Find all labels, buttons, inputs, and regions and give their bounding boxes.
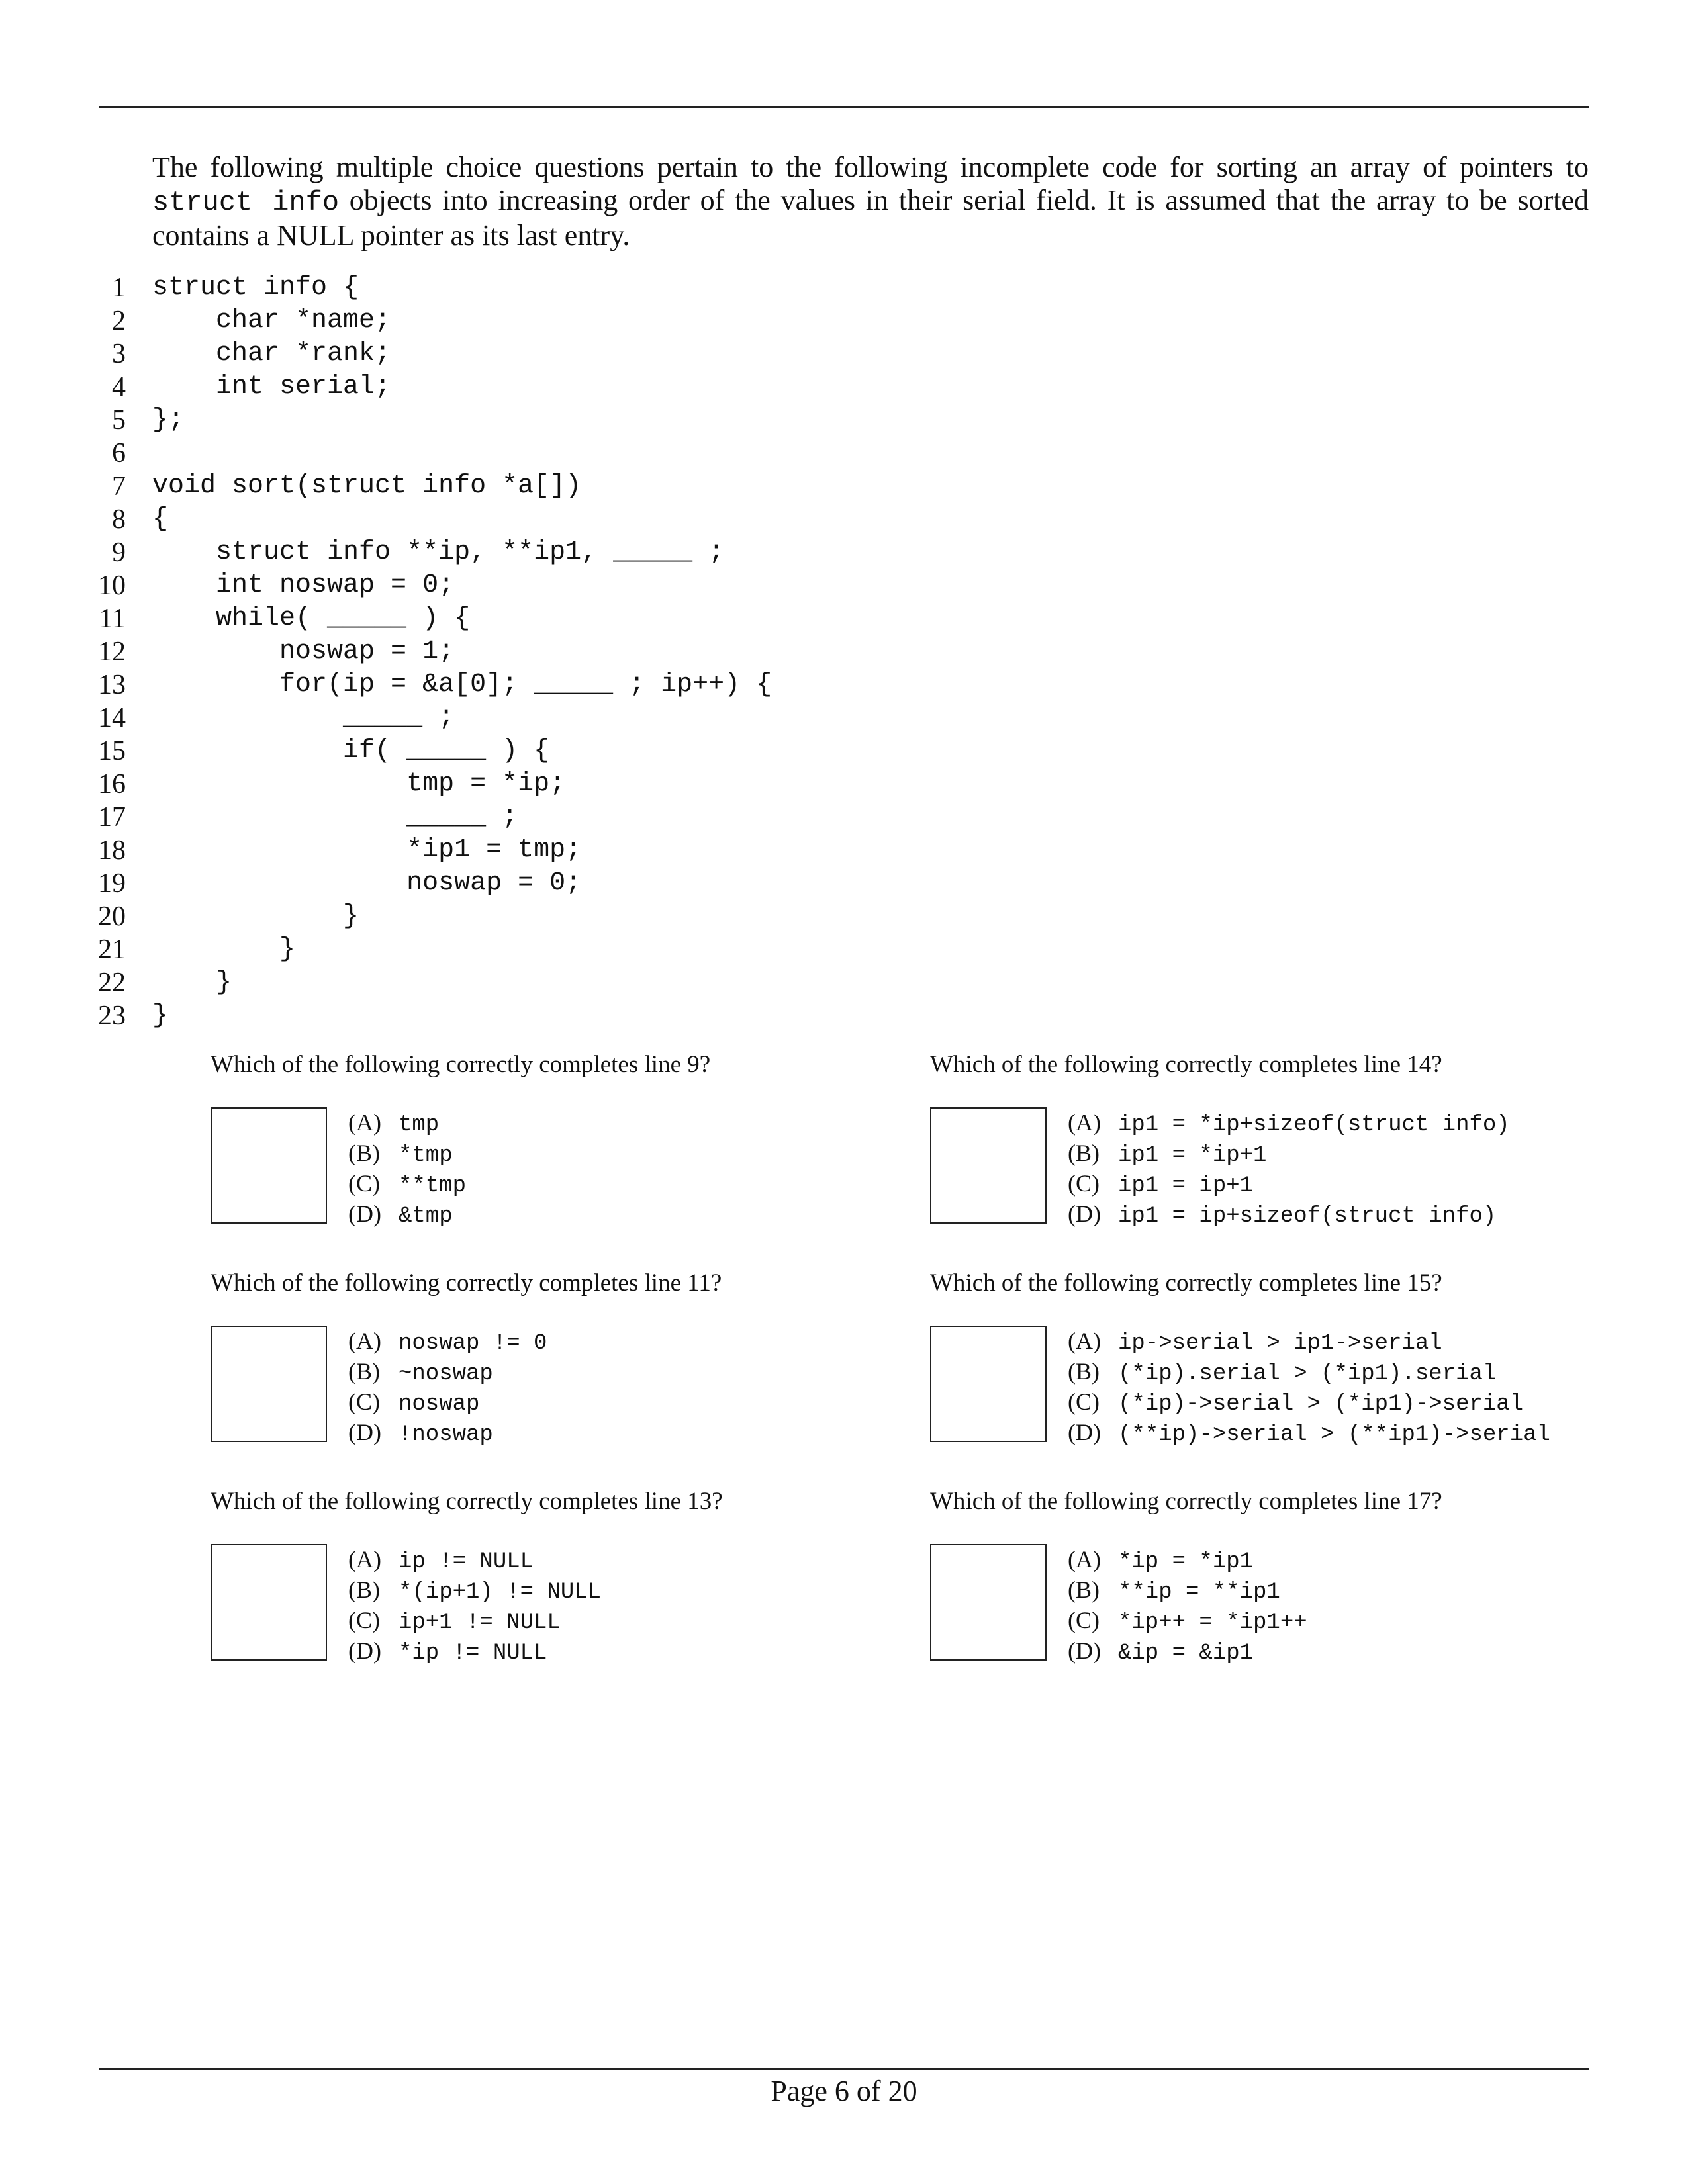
answer-box[interactable]	[930, 1326, 1047, 1442]
header-rule	[99, 106, 1589, 108]
line-number: 9	[112, 537, 126, 568]
option-letter: (D)	[1068, 1419, 1101, 1445]
line-number: 20	[98, 901, 126, 932]
line-number: 11	[99, 604, 126, 634]
line-number: 23	[98, 1001, 126, 1031]
option-text: (*ip).serial > (*ip1).serial	[1118, 1361, 1497, 1387]
option	[1068, 1107, 1510, 1138]
option	[348, 1168, 466, 1199]
option-letter: (D)	[1068, 1201, 1101, 1227]
option-text: ip1 = *ip+1	[1118, 1143, 1267, 1168]
code-text: while( _____ ) {	[152, 604, 471, 633]
line-number: 7	[112, 471, 126, 502]
option	[1068, 1138, 1510, 1168]
option-text: **tmp	[399, 1173, 467, 1199]
question-title: Which of the following correctly completes line 11?	[211, 1269, 722, 1297]
question-line-15	[930, 1269, 1658, 1445]
intro-text-2: objects into increasing order of the values in their serial field. It is assumed that the array to be sorted contains a NULL pointer as its last entry.	[152, 184, 1589, 251]
line-number: 13	[98, 670, 126, 700]
option-list	[1068, 1544, 1307, 1666]
code-text: int noswap = 0;	[152, 570, 455, 600]
option-text: (*ip)->serial > (*ip1)->serial	[1118, 1392, 1524, 1417]
question-title: Which of the following correctly completes line 9?	[211, 1051, 711, 1078]
option-text: !noswap	[399, 1422, 493, 1447]
code-text: };	[152, 405, 185, 435]
option	[1068, 1605, 1307, 1635]
code-line	[86, 735, 1542, 768]
option	[348, 1326, 547, 1356]
option	[348, 1199, 466, 1229]
option-text: **ip = **ip1	[1118, 1580, 1280, 1605]
option-letter: (A)	[1068, 1109, 1101, 1136]
code-line	[86, 702, 1542, 735]
code-text: int serial;	[152, 372, 391, 402]
code-line	[86, 569, 1542, 602]
option-letter: (D)	[348, 1637, 381, 1664]
code-text: noswap = 0;	[152, 868, 582, 898]
question-line-13	[211, 1487, 939, 1666]
option-text: ip+1 != NULL	[399, 1610, 561, 1635]
option-text: *ip++ = *ip1++	[1118, 1610, 1307, 1635]
code-line	[86, 470, 1542, 503]
answer-box[interactable]	[211, 1326, 327, 1442]
option-letter: (A)	[1068, 1546, 1101, 1572]
option	[1068, 1387, 1550, 1417]
footer-rule	[99, 2068, 1589, 2070]
line-number: 10	[98, 570, 126, 601]
option	[1068, 1168, 1510, 1199]
code-line	[86, 834, 1542, 867]
code-text: }	[152, 901, 359, 931]
option-text: &tmp	[399, 1204, 453, 1229]
option-text: *tmp	[399, 1143, 453, 1168]
answer-box[interactable]	[930, 1544, 1047, 1661]
code-line	[86, 271, 1542, 304]
option-text: noswap	[399, 1392, 480, 1417]
option	[348, 1544, 601, 1574]
option-letter: (A)	[348, 1546, 381, 1572]
code-line	[86, 536, 1542, 569]
code-line	[86, 503, 1542, 536]
option-text: *(ip+1) != NULL	[399, 1580, 602, 1605]
question-line-9	[211, 1050, 939, 1229]
question-line-17	[930, 1487, 1658, 1666]
code-line	[86, 933, 1542, 966]
option	[1068, 1544, 1307, 1574]
code-text: char *name;	[152, 306, 391, 336]
line-number: 8	[112, 504, 126, 535]
option-letter: (B)	[348, 1358, 380, 1385]
option	[1068, 1199, 1510, 1229]
option-letter: (D)	[348, 1419, 381, 1445]
option	[348, 1605, 601, 1635]
option-letter: (D)	[348, 1201, 381, 1227]
option-letter: (B)	[1068, 1140, 1100, 1166]
option-letter: (C)	[1068, 1170, 1100, 1197]
code-text: struct info {	[152, 273, 359, 302]
code-text: }	[152, 968, 232, 997]
code-line	[86, 404, 1542, 437]
option	[1068, 1574, 1307, 1605]
page-number: Page 6 of 20	[771, 2075, 917, 2107]
code-line	[86, 668, 1542, 702]
line-number: 5	[112, 405, 126, 435]
code-text: _____ ;	[152, 703, 455, 733]
option-letter: (D)	[1068, 1637, 1101, 1664]
code-text: {	[152, 504, 169, 534]
line-number: 14	[98, 703, 126, 733]
option-letter: (B)	[1068, 1576, 1100, 1603]
option-list	[1068, 1326, 1550, 1447]
code-line	[86, 768, 1542, 801]
option-letter: (B)	[348, 1140, 380, 1166]
option	[1068, 1326, 1550, 1356]
question-title: Which of the following correctly completes line 14?	[930, 1051, 1442, 1078]
option-text: ip->serial > ip1->serial	[1118, 1331, 1442, 1356]
code-line	[86, 966, 1542, 999]
line-number: 4	[112, 372, 126, 402]
option-letter: (C)	[348, 1388, 380, 1415]
line-number: 16	[98, 769, 126, 799]
code-text: *ip1 = tmp;	[152, 835, 582, 865]
option-letter: (A)	[1068, 1328, 1101, 1354]
option	[348, 1417, 547, 1447]
option-letter: (C)	[348, 1170, 380, 1197]
line-number: 15	[98, 736, 126, 766]
option-text: ~noswap	[399, 1361, 493, 1387]
option-list	[348, 1326, 547, 1447]
code-line	[86, 867, 1542, 900]
option-letter: (C)	[348, 1607, 380, 1633]
question-title: Which of the following correctly completes line 13?	[211, 1488, 723, 1515]
option-list	[348, 1107, 466, 1229]
option	[348, 1138, 466, 1168]
option-letter: (C)	[1068, 1388, 1100, 1415]
option-text: &ip = &ip1	[1118, 1641, 1254, 1666]
option-letter: (A)	[348, 1109, 381, 1136]
option-letter: (B)	[348, 1576, 380, 1603]
line-number: 21	[98, 934, 126, 965]
code-text: char *rank;	[152, 339, 391, 369]
option	[348, 1574, 601, 1605]
code-text: void sort(struct info *a[])	[152, 471, 582, 501]
answer-box[interactable]	[211, 1544, 327, 1661]
intro-paragraph	[152, 151, 1589, 252]
question-title: Which of the following correctly completes line 15?	[930, 1269, 1442, 1297]
option	[348, 1356, 547, 1387]
code-text: }	[152, 1001, 169, 1030]
line-number: 19	[98, 868, 126, 899]
line-number: 17	[98, 802, 126, 833]
code-text: tmp = *ip;	[152, 769, 566, 799]
code-line	[86, 635, 1542, 668]
option-text: noswap != 0	[399, 1331, 547, 1356]
option-text: *ip = *ip1	[1118, 1549, 1254, 1574]
code-listing	[86, 271, 1542, 1032]
option	[348, 1107, 466, 1138]
intro-text-1: The following multiple choice questions pertain to the following incomplete code for sorting an array of pointers to	[152, 151, 1589, 183]
code-line	[86, 900, 1542, 933]
line-number: 18	[98, 835, 126, 866]
line-number: 1	[112, 273, 126, 303]
option	[1068, 1417, 1550, 1447]
option-text: (**ip)->serial > (**ip1)->serial	[1118, 1422, 1550, 1447]
intro-code: struct info	[152, 187, 340, 218]
line-number: 2	[112, 306, 126, 336]
line-number: 3	[112, 339, 126, 369]
option	[348, 1635, 601, 1666]
option-text: *ip != NULL	[399, 1641, 547, 1666]
code-line	[86, 437, 1542, 470]
option-text: tmp	[399, 1113, 440, 1138]
code-line	[86, 602, 1542, 635]
option-text: ip != NULL	[399, 1549, 534, 1574]
code-line	[86, 338, 1542, 371]
option	[1068, 1635, 1307, 1666]
option	[348, 1387, 547, 1417]
option-text: ip1 = ip+sizeof(struct info)	[1118, 1204, 1497, 1229]
line-number: 6	[112, 438, 126, 469]
option	[1068, 1356, 1550, 1387]
option-letter: (C)	[1068, 1607, 1100, 1633]
code-text: }	[152, 934, 296, 964]
answer-box[interactable]	[930, 1107, 1047, 1224]
code-line	[86, 304, 1542, 338]
question-title: Which of the following correctly completes line 17?	[930, 1488, 1442, 1515]
code-text: _____ ;	[152, 802, 518, 832]
question-line-11	[211, 1269, 939, 1445]
code-line	[86, 801, 1542, 834]
option-letter: (A)	[348, 1328, 381, 1354]
option-list	[1068, 1107, 1510, 1229]
code-line	[86, 371, 1542, 404]
question-line-14	[930, 1050, 1658, 1229]
code-text: noswap = 1;	[152, 637, 455, 666]
option-list	[348, 1544, 601, 1666]
option-text: ip1 = *ip+sizeof(struct info)	[1118, 1113, 1510, 1138]
line-number: 22	[98, 968, 126, 998]
option-text: ip1 = ip+1	[1118, 1173, 1254, 1199]
answer-box[interactable]	[211, 1107, 327, 1224]
code-text: if( _____ ) {	[152, 736, 550, 766]
code-text: struct info **ip, **ip1, _____ ;	[152, 537, 725, 567]
code-line	[86, 999, 1542, 1032]
line-number: 12	[98, 637, 126, 667]
option-letter: (B)	[1068, 1358, 1100, 1385]
code-text: for(ip = &a[0]; _____ ; ip++) {	[152, 670, 773, 700]
